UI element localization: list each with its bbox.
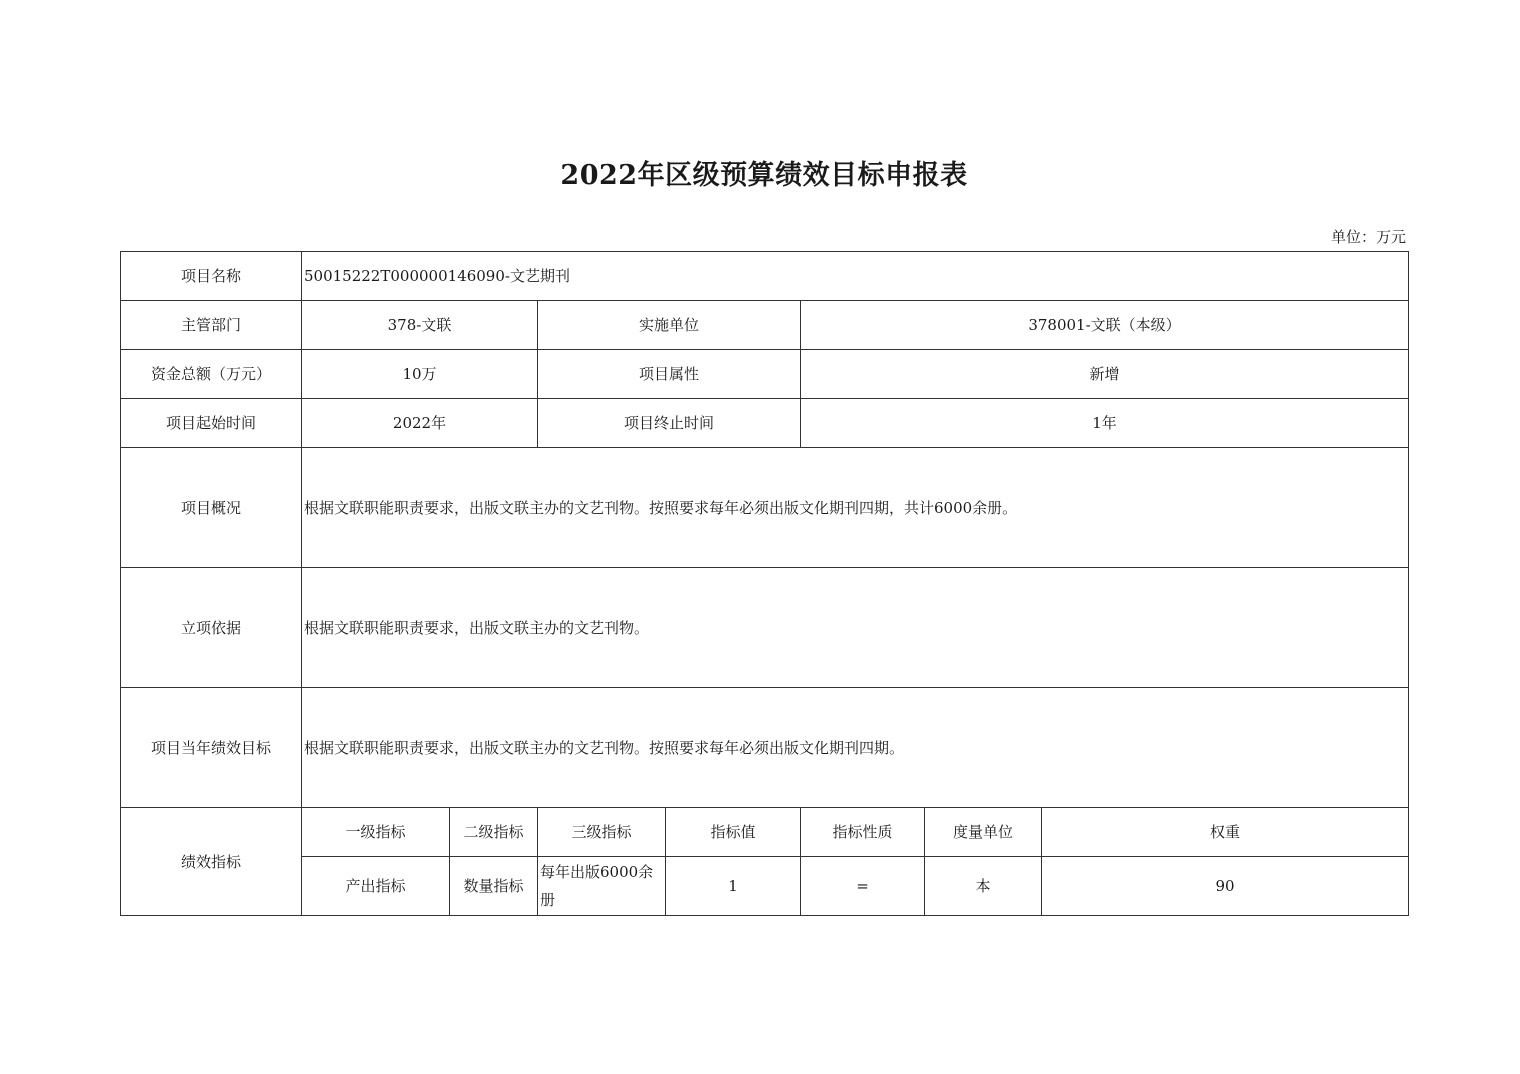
indicator-label: 绩效指标 (121, 808, 302, 916)
indicator-header: 权重 (1042, 808, 1409, 857)
row-goal (121, 688, 1409, 808)
impl-unit-label: 实施单位 (538, 301, 801, 350)
fund-value: 10万 (302, 350, 538, 399)
indicator-unit: 本 (925, 857, 1042, 916)
budget-form-table (120, 251, 1409, 916)
fund-label: 资金总额（万元） (121, 350, 302, 399)
row-basis (121, 568, 1409, 688)
overview-label: 项目概况 (121, 448, 302, 568)
indicator-value: 1 (666, 857, 801, 916)
end-label: 项目终止时间 (538, 399, 801, 448)
indicator-header: 度量单位 (925, 808, 1042, 857)
end-value: 1年 (801, 399, 1409, 448)
indicator-weight: 90 (1042, 857, 1409, 916)
project-name-value: 50015222T000000146090-文艺期刊 (302, 252, 1409, 301)
table-row (121, 857, 1409, 916)
row-project-name (121, 252, 1409, 301)
indicator-nature: = (801, 857, 925, 916)
overview-value: 根据文联职能职责要求，出版文联主办的文艺刊物。按照要求每年必须出版文化期刊四期，共计6000余册。 (302, 448, 1409, 568)
attr-label: 项目属性 (538, 350, 801, 399)
dept-value: 378-文联 (302, 301, 538, 350)
goal-value: 根据文联职能职责要求，出版文联主办的文艺刊物。按照要求每年必须出版文化期刊四期。 (302, 688, 1409, 808)
project-name-label: 项目名称 (121, 252, 302, 301)
indicator-header: 二级指标 (450, 808, 538, 857)
indicator-header: 指标性质 (801, 808, 925, 857)
indicator-header: 一级指标 (302, 808, 450, 857)
indicator-level1: 产出指标 (302, 857, 450, 916)
indicator-level2: 数量指标 (450, 857, 538, 916)
row-department (121, 301, 1409, 350)
dept-label: 主管部门 (121, 301, 302, 350)
unit-label: 单位：万元 (1330, 228, 1406, 246)
basis-label: 立项依据 (121, 568, 302, 688)
row-indicator-headers (121, 808, 1409, 857)
basis-value: 根据文联职能职责要求，出版文联主办的文艺刊物。 (302, 568, 1409, 688)
goal-label: 项目当年绩效目标 (121, 688, 302, 808)
indicator-level3: 每年出版6000余册 (538, 857, 666, 916)
indicator-header: 指标值 (666, 808, 801, 857)
impl-unit-value: 378001-文联（本级） (801, 301, 1409, 350)
row-fund (121, 350, 1409, 399)
start-value: 2022年 (302, 399, 538, 448)
row-overview (121, 448, 1409, 568)
indicator-header: 三级指标 (538, 808, 666, 857)
document-title: 2022年区级预算绩效目标申报表 (560, 160, 968, 191)
start-label: 项目起始时间 (121, 399, 302, 448)
attr-value: 新增 (801, 350, 1409, 399)
row-time (121, 399, 1409, 448)
